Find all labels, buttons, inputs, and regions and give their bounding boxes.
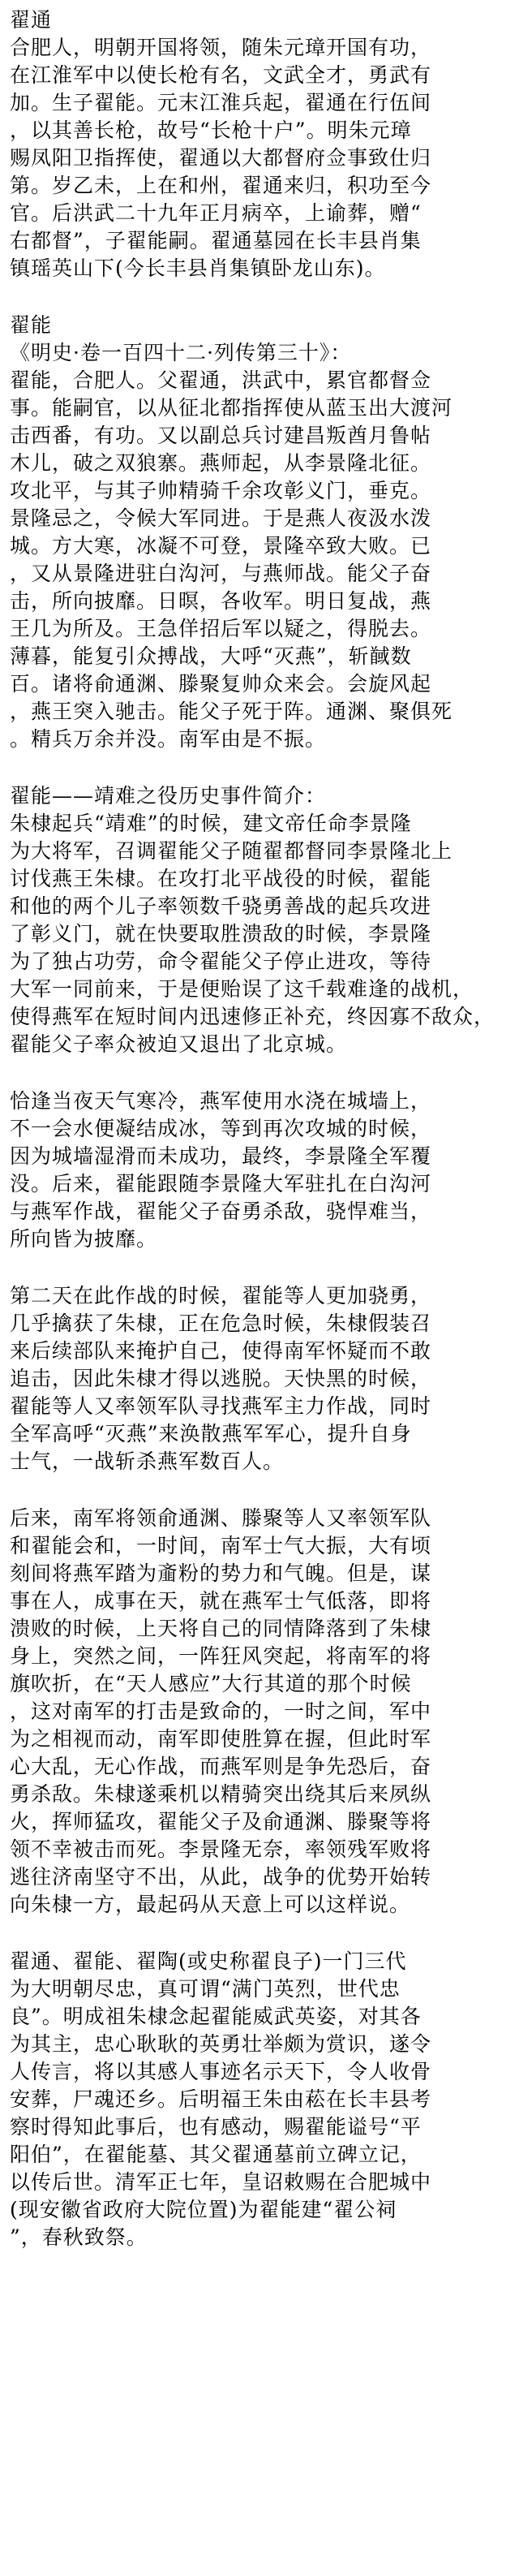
text-line: 没。后来，翟能跟随李景隆大军驻扎在白沟河 [10,1172,432,1195]
text-line: 攻北平，与其子帅精骑千余攻彰义门，垂克。 [10,479,432,502]
text-line: 向朱棣一方，最起码从天意上可以这样说。 [10,1893,411,1916]
text-line: 勇杀敌。朱棣遂乘机以精骑突出绕其后来夙纵 [10,1782,432,1806]
text-line: 击，所向披靡。日暝，各收军。明日复战，燕 [10,589,432,613]
text-line: 以传后世。清军正七年，皇诏敕赐在合肥城中 [10,2170,432,2194]
text-line: 火，挥师猛攻，翟能父子及俞通渊、滕聚等将 [10,1810,432,1833]
text-line: 人传言，将以其感人事迹名示天下，令人收骨 [10,2060,432,2083]
article-section [10,782,511,1058]
section-title: 翟能——靖难之役历史事件简介： [10,784,327,808]
article-section [10,1088,511,1253]
text-line: 加。生子翟能。元末江淮兵起，翟通在行伍间 [10,91,432,114]
text-line: 后来，南军将领俞通渊、滕聚等人又率领军队 [10,1506,432,1530]
text-line: 《明史·卷一百四十二·列传第三十》： [10,341,352,364]
text-line: 安葬，尸魂还乡。后明福王朱由菘在长丰县考 [10,2087,432,2111]
text-line: 良”。明成祖朱棣念起翟能威武英姿，对其各 [10,2005,422,2028]
text-line: 薄暮，能复引众搏战，大呼“灭燕”，斩馘数 [10,644,412,668]
text-line: ，又从景隆进驻白沟河，与燕师战。能父子奋 [10,562,432,585]
text-line: 来后续部队来掩护自己，使得南军怀疑而不敢 [10,1339,432,1363]
text-line: 第二天在此作战的时候，翟能等人更加骁勇， [10,1284,432,1307]
text-line: 几乎擒获了朱棣，正在危急时候，朱棣假装召 [10,1312,432,1335]
text-line: 王几为所及。王急佯招后军以疑之，得脱去。 [10,617,432,640]
text-line: 百。诸将俞通渊、滕聚复帅众来会。会旋风起 [10,672,432,696]
article-section [10,312,511,753]
text-line: 合肥人，明朝开国将领，随朱元璋开国有功， [10,36,432,59]
section-title: 翟能 [10,313,53,337]
article-section [10,6,511,282]
section-title: 翟通 [10,8,53,32]
text-line: 赐凤阳卫指挥使，翟通以大都督府佥事致仕归 [10,146,432,170]
article-section [10,1948,511,2251]
text-line: 刻间将燕军踏为齑粉的势力和气魄。但是，谋 [10,1562,432,1585]
text-line: 旗吹折，在“天人感应”大行其道的那个时候 [10,1672,412,1695]
text-line: 不一会水便凝结成冰，等到再次攻城的时候， [10,1117,432,1140]
text-line: 翟通、翟能、翟陶(或史称翟良子)一门三代 [10,1949,407,1973]
text-line: 击西番，有功。又以副总兵讨建昌叛酋月鲁帖 [10,424,432,447]
text-line: 为其主，忠心耿耿的英勇壮举颇为赏识，遂令 [10,2032,432,2056]
text-line: 为大将军，召调翟能父子随翟都督同李景隆北上 [10,839,453,863]
text-line: 镇瑶英山下(今长丰县肖集镇卧龙山东)。 [10,256,386,280]
text-line: 全军高呼“灭燕”来涣散燕军军心，提升自身 [10,1422,412,1445]
text-line: ，以其善长枪，故号“长枪十户”。明朱元璋 [10,118,412,142]
text-line: 。精兵万余并没。南军由是不振。 [10,727,327,751]
text-line: 阳伯”，在翟能墓、其父翟通墓前立碑立记， [10,2143,422,2166]
text-line: 事在人，成事在天，就在燕军士气低落，即将 [10,1589,432,1613]
text-line: 使得燕军在短时间内迅速修正补充，终因寡不敌众， [10,1005,495,1028]
text-line: 翟能，合肥人。父翟通，洪武中，累官都督佥 [10,368,432,392]
text-line: 与燕军作战，翟能父子奋勇杀敌，骁悍难当， [10,1200,432,1223]
text-line: 为了独占功劳，命令翟能父子停止进攻，等待 [10,950,432,973]
text-line: 在江淮军中以使长枪有名，文武全才，勇武有 [10,63,432,87]
text-line: 翟能等人又率领军队寻找燕军主力作战，同时 [10,1394,432,1418]
text-line: 追击，因此朱棣才得以逃脱。天快黑的时候， [10,1367,432,1390]
text-line: 第。岁乙未，上在和州，翟通来归，积功至今 [10,174,432,197]
article-section [10,1282,511,1475]
text-line: ，燕王突入驰击。能父子死于阵。通渊、聚俱死 [10,700,453,723]
text-line: 城。方大寒，冰凝不可登，景隆卒致大败。已 [10,534,432,558]
text-line: 身上，突然之间，一阵狂风突起，将南军的将 [10,1644,432,1668]
text-line: 士气，一战斩杀燕军数百人。 [10,1450,285,1473]
text-line: 讨伐燕王朱棣。在攻打北平战役的时候，翟能 [10,867,432,890]
text-line: (现安徽省政府大院位置)为翟能建“翟公祠 [10,2198,397,2221]
article [10,6,511,2281]
text-line: 事。能嗣官，以从征北都指挥使从蓝玉出大渡河 [10,396,453,420]
text-line: 为之相视而动，南军即使胜算在握，但此时军 [10,1727,432,1751]
text-line: 所向皆为披靡。 [10,1227,158,1251]
text-line: ，这对南军的打击是致命的，一时之间，军中 [10,1699,432,1723]
text-line: 和翟能会和，一时间，南军士气大振，大有顷 [10,1534,432,1557]
text-line: 因为城墙湿滑而未成功，最终，李景隆全军覆 [10,1144,432,1168]
text-line: 领不幸被击而死。李景隆无奈，率领残军败将 [10,1837,432,1861]
text-line: 右都督”，子翟能嗣。翟通墓园在长丰县肖集 [10,229,422,252]
text-line: ”，春秋致祭。 [10,2225,148,2249]
text-line: 溃败的时候，上天将自己的同情降落到了朱棣 [10,1617,432,1640]
text-line: 大军一同前来，于是便贻误了这千载难逢的战机， [10,977,474,1001]
text-line: 朱棣起兵“靖难”的时候，建文帝任命李景隆 [10,812,412,835]
text-line: 官。后洪武二十九年正月病卒，上谕葬，赠“ [10,201,422,225]
text-line: 恰逢当夜天气寒冷，燕军使用水浇在城墙上， [10,1089,432,1113]
text-line: 和他的两个儿子率领数千骁勇善战的起兵攻进 [10,894,432,918]
article-section [10,1505,511,1919]
text-line: 景隆忌之，令候大军同进。于是燕人夜汲水泼 [10,506,432,530]
text-line: 心大乱，无心作战，而燕军则是争先恐后，奋 [10,1755,432,1778]
text-line: 了彰义门，就在快要取胜溃敌的时候，李景隆 [10,922,432,946]
text-line: 察时得知此事后，也有感动，赐翟能谥号“平 [10,2115,422,2139]
text-line: 翟能父子率众被迫又退出了北京城。 [10,1032,348,1056]
text-line: 逃往济南坚守不出，从此，战争的优势开始转 [10,1865,432,1889]
text-line: 为大明朝尽忠，真可谓“满门英烈，世代忠 [10,1977,401,2001]
text-line: 木儿，破之双狼寨。燕师起，从李景隆北征。 [10,451,432,475]
